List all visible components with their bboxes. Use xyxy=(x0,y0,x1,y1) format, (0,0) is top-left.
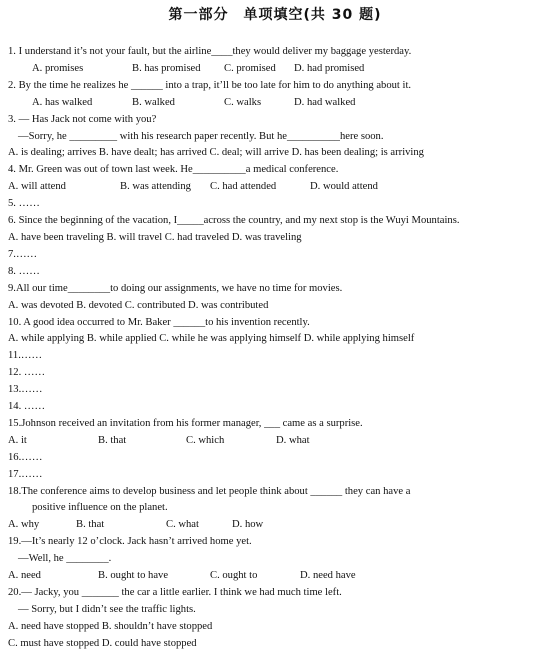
option-c: C. what xyxy=(166,519,199,531)
question-9-options: A. was devoted B. devoted C. contributed D. was contributed xyxy=(8,299,269,311)
question-11: 11.…… xyxy=(8,350,43,362)
option-d: D. would attend xyxy=(310,181,378,193)
question-13: 13.…… xyxy=(8,384,43,396)
question-15-options xyxy=(8,433,542,450)
question-10: 10. A good idea occurred to Mr. Baker ______to his invention recently. xyxy=(8,316,310,328)
question-10-options: A. while applying B. while applied C. while he was applying himself D. while applying himself xyxy=(8,333,415,345)
question-20-reply: — Sorry, but I didn’t see the traffic lights. xyxy=(18,603,196,615)
question-20-options-ab: A. need have stopped B. shouldn’t have stopped xyxy=(8,620,213,632)
question-15: 15.Johnson received an invitation from his former manager, ___ came as a surprise. xyxy=(8,417,363,429)
option-a: A. has walked xyxy=(32,96,93,108)
question-6-options: A. have been traveling B. will travel C. had traveled D. was traveling xyxy=(8,231,302,243)
question-20-options-cd: C. must have stopped D. could have stopped xyxy=(8,637,197,649)
question-2-options xyxy=(8,95,542,112)
question-5: 5. …… xyxy=(8,198,40,210)
question-17: 17.…… xyxy=(8,468,43,480)
question-18: 18.The conference aims to develop business and let people think about ______ they can have a xyxy=(8,485,411,497)
question-20: 20.— Jacky, you _______ the car a little earlier. I think we had much time left. xyxy=(8,587,342,598)
question-3: 3. — Has Jack not come with you? xyxy=(8,113,157,125)
question-4: 4. Mr. Green was out of town last week. He__________a medical conference. xyxy=(8,164,339,176)
question-3-options: A. is dealing; arrives B. have dealt; has arrived C. deal; will arrive D. has been dealing; is arriving xyxy=(8,147,424,159)
question-2: 2. By the time he realizes he ______ into a trap, it’ll be too late for him to do anything about it. xyxy=(8,79,412,91)
question-16: 16.…… xyxy=(8,451,43,463)
option-c: C. ought to xyxy=(210,570,258,582)
question-19: 19.—It’s nearly 12 o’clock. Jack hasn’t arrived home yet. xyxy=(8,536,252,548)
question-9: 9.All our time________to doing our assignments, we have no time for movies. xyxy=(8,282,343,294)
question-6: 6. Since the beginning of the vacation, I_____across the country, and my next stop is the Wuyi Mountains. xyxy=(8,215,460,227)
option-b: B. that xyxy=(76,519,105,531)
question-19-reply: —Well, he ________. xyxy=(18,553,112,565)
option-b: B. walked xyxy=(132,96,175,108)
option-b: B. that xyxy=(98,434,127,446)
option-a: A. promises xyxy=(32,62,84,74)
option-c: C. which xyxy=(186,434,225,446)
question-14: 14. …… xyxy=(8,401,46,413)
question-18-options xyxy=(8,517,542,534)
option-d: D. had walked xyxy=(294,96,356,108)
option-a: A. why xyxy=(8,519,40,531)
option-b: B. ought to have xyxy=(98,570,169,582)
option-b: B. has promised xyxy=(132,62,201,74)
question-19-options xyxy=(8,568,542,585)
option-d: D. had promised xyxy=(294,62,365,74)
question-3-reply: —Sorry, he _________ with his research paper recently. But he__________here soon. xyxy=(18,130,384,142)
option-b: B. was attending xyxy=(120,181,191,193)
question-4-options xyxy=(8,179,542,196)
question-12: 12. …… xyxy=(8,367,46,379)
option-d: D. how xyxy=(232,519,264,531)
question-1: 1. I understand it’s not your fault, but the airline____they would deliver my baggage yesterday. xyxy=(8,46,412,57)
option-d: D. what xyxy=(276,434,310,446)
question-18-continued: positive influence on the planet. xyxy=(32,502,168,514)
question-7: 7.…… xyxy=(8,248,38,260)
option-c: C. had attended xyxy=(210,181,277,193)
option-c: C. promised xyxy=(224,62,276,74)
page-title: 第一部分 单项填空(共 30 题) xyxy=(168,7,382,23)
option-a: A. will attend xyxy=(8,181,66,193)
option-a: A. need xyxy=(8,570,41,582)
option-c: C. walks xyxy=(224,96,262,108)
option-a: A. it xyxy=(8,434,27,446)
option-d: D. need have xyxy=(300,570,356,582)
question-1-options xyxy=(8,61,542,78)
question-8: 8. …… xyxy=(8,265,40,277)
